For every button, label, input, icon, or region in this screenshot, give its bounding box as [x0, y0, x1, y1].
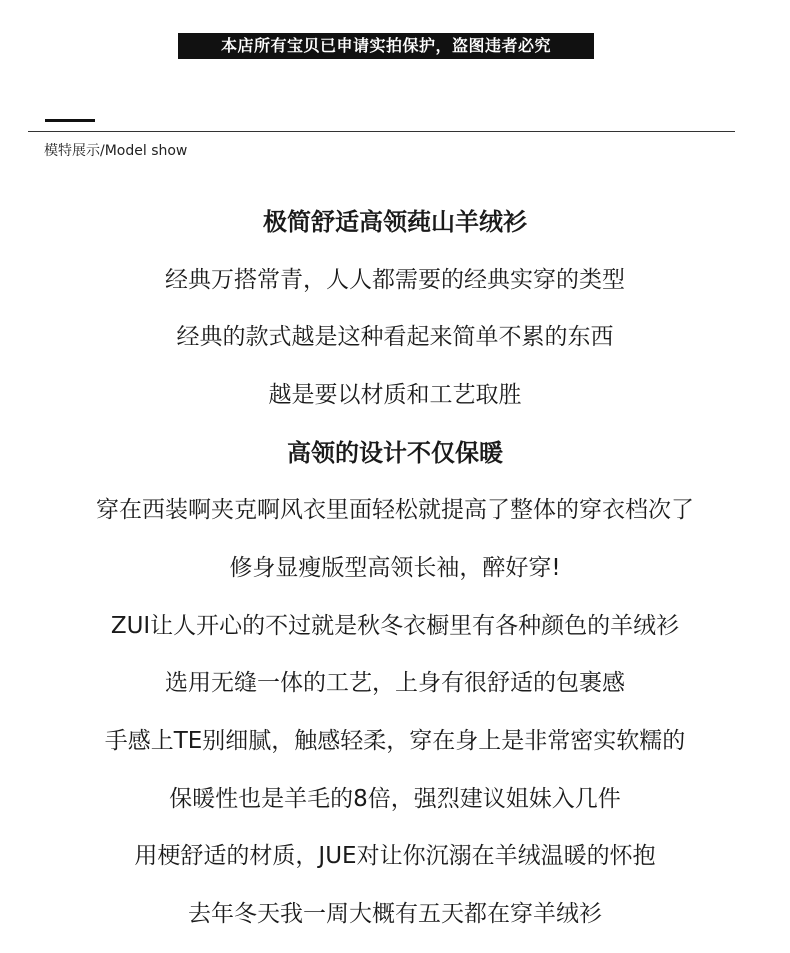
description-line: 穿在西装啊夹克啊风衣里面轻松就提高了整体的穿衣档次了 — [96, 497, 694, 523]
description-line: 去年冬天我一周大概有五天都在穿羊绒衫 — [188, 901, 602, 927]
description-line: 极简舒适高领莼山羊绒衫 — [263, 208, 527, 236]
section-accent-bar — [45, 119, 95, 122]
description-line: 手感上TE别细腻，触感轻柔，穿在身上是非常密实软糯的 — [104, 728, 686, 754]
description-line: 用梗舒适的材质，JUE对让你沉溺在羊绒温暖的怀抱 — [134, 843, 656, 869]
description-line: 高领的设计不仅保暖 — [287, 439, 503, 467]
section-divider — [28, 131, 735, 132]
description-line: ZUI让人开心的不过就是秋冬衣橱里有各种颜色的羊绒衫 — [110, 613, 680, 639]
description-line: 经典的款式越是这种看起来简单不累的东西 — [176, 324, 614, 350]
description-line: 修身显瘦版型高领长袖，醉好穿! — [229, 555, 561, 581]
description-line: 越是要以材质和工艺取胜 — [268, 382, 522, 408]
description-line: 选用无缝一体的工艺，上身有很舒适的包裹感 — [165, 670, 625, 696]
section-label: 模特展示/Model show — [44, 143, 188, 159]
description-line: 保暖性也是羊毛的8倍，强烈建议姐妹入几件 — [169, 786, 621, 812]
copyright-notice-banner: 本店所有宝贝已申请实拍保护，盗图违者必究 — [178, 33, 594, 59]
description-line: 经典万搭常青，人人都需要的经典实穿的类型 — [165, 267, 625, 293]
